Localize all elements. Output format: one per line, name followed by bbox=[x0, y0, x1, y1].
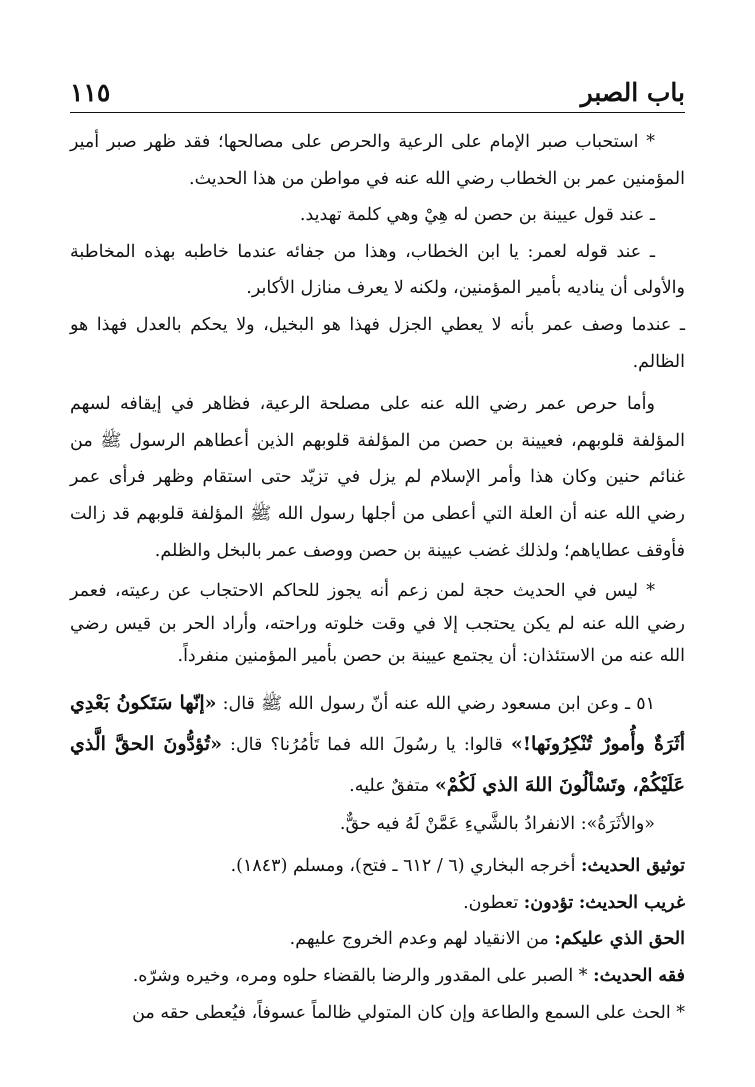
paragraph-miser-oppressor: ـ عندما وصف عمر بأنه لا يعطي الجزل فهذا هو البخيل، ولا يحكم بالعدل فهذا هو الظالم. bbox=[70, 314, 685, 372]
hadith-end: متفقٌ عليه. bbox=[349, 775, 430, 796]
gharib-label: غريب الحديث: bbox=[578, 892, 685, 913]
haqq-line bbox=[70, 921, 685, 958]
haqq-label: الحق الذي عليكم: bbox=[554, 929, 685, 950]
paragraph-uyayna-threat: ـ عند قول عيينة بن حصن له هِيْ وهي كلمة تهديد. bbox=[299, 205, 655, 226]
chapter-title: باب الصبر bbox=[580, 77, 685, 107]
fiqh-label: فقه الحديث: bbox=[593, 966, 685, 986]
gharib-line bbox=[70, 885, 685, 922]
paragraph-no-proof: * ليس في الحديث حجة لمن زعم أنه يجوز للحاكم الاحتجاب عن رعيته، فعمر رضي الله عنه لم يكن يحتجب إلا في وقت خلوته وراحته، وأراد الحر بن قيس رضي الله عنه من الاستئذان: أن يجتمع عيينة بن حصن بأمير المؤمنين منفرداً. bbox=[70, 581, 685, 667]
paragraph-ibn-alkhattab: ـ عند قوله لعمر: يا ابن الخطاب، وهذا من جفائه عندما خاطبه بهذه المخاطبة والأولى أن يناديه بأمير المؤمنين، ولكنه لا يعرف منازل الأكابر. bbox=[70, 241, 685, 299]
hadith-intro: ٥١ ـ وعن ابن مسعود رضي الله عنه أنّ رسول الله ﷺ قال: bbox=[222, 693, 655, 714]
last-line: * الحث على السمع والطاعة وإن كان المتولي ظالماً عسوفاً، فيُعطى حقه من bbox=[132, 1002, 685, 1023]
fiqh-line bbox=[70, 958, 685, 995]
fiqh-text: * الصبر على المقدور والرضا بالقضاء حلوه ومره، وخيره وشرّه. bbox=[132, 966, 588, 986]
paragraph-muallafa: وأما حرص عمر رضي الله عنه على مصلحة الرعية، فظاهر في إيقافه لسهم المؤلفة قلوبهم، فعيينة بن حصن من المؤلفة قلوبهم الذين أعطاهم الرسول ﷺ من غنائم حنين وكان هذا وأمر الإسلام لم يزل في تزيّد حتى استقام وظهر فرأى عمر رضي الله عنه أن العلة التي أعطى من أجلها رسول الله ﷺ المؤلفة قلوبهم قد زالت فأوقف عطاياهم؛ ولذلك غضب عيينة بن حصن ووصف عمر بالبخل والظلم. bbox=[70, 394, 685, 561]
haqq-text: من الانقياد لهم وعدم الخروج عليهم. bbox=[289, 929, 549, 950]
tawthiq-line bbox=[70, 848, 685, 885]
definition-athara: «والأثَرَةُ»: الانفرادُ بالشَّيءِ عَمَّنْ لَهُ فيه حقٌّ. bbox=[339, 813, 655, 834]
page-body bbox=[70, 124, 685, 1031]
tawthiq-text: أخرجه البخاري (٦ / ٦١٢ ـ فتح)، ومسلم (١٨٤٣). bbox=[230, 856, 576, 877]
page-number: ١١٥ bbox=[70, 77, 111, 107]
hadith-middle: قالوا: يا رسُولَ الله فما تَأمُرُنا؟ قال: bbox=[230, 734, 503, 755]
gharib-text: تعطون. bbox=[463, 892, 519, 913]
hadith-quote-2: «تُؤدُّونَ الحقَّ الَّذي عَلَيْكُمْ، وتَسْألُونَ اللهَ الذي لَكُمْ» bbox=[70, 732, 685, 796]
page-header bbox=[70, 72, 685, 113]
hadith-51 bbox=[70, 683, 685, 806]
paragraph-benefit-patience: * استحباب صبر الإمام على الرعية والحرص على مصالحها؛ فقد ظهر صبر أمير المؤمنين عمر بن الخطاب رضي الله عنه في مواطن من هذا الحديث. bbox=[70, 132, 685, 189]
hadith-quote-1: «إنّها سَتَكونُ بَعْدِي أثَرَةٌ وأُمورٌ تُنْكِرُونَها!» bbox=[70, 691, 685, 755]
tawthiq-label: توثيق الحديث: bbox=[581, 856, 685, 877]
gharib-term: تؤدون: bbox=[523, 892, 574, 913]
